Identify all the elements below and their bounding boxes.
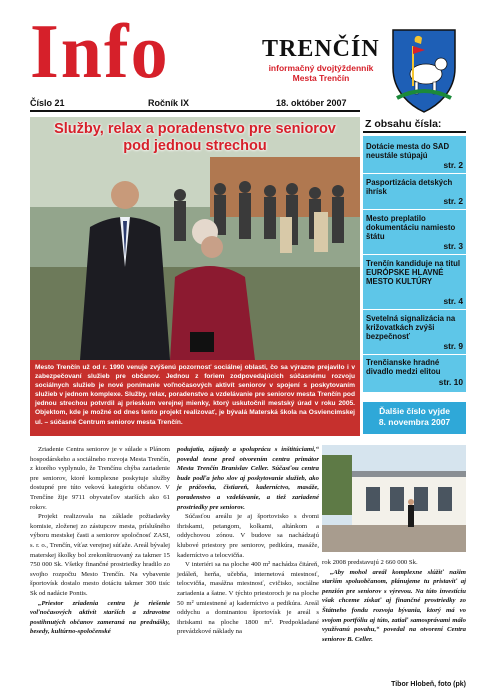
article-quote: „Priestor zriadenia centra je riešenie voľnočasových aktivít starších a zdravotne postihnutých občanov zameraná na prednášky, besedy, kultúrno-spoločenské (30, 599, 170, 636)
hero-title-line-2: pod jednou strechou (123, 138, 267, 154)
contents-divider (363, 309, 466, 310)
issue-volume: Ročník IX (148, 98, 190, 108)
contents-item-page: str. 3 (443, 241, 463, 251)
hero-title-line-1: Služby, relax a poradenstvo pre seniorov (54, 121, 336, 137)
article-paragraph: rok 2008 predstavujú 2 660 000 Sk. (322, 559, 418, 566)
building-illustration (322, 445, 466, 552)
contents-sidebar (363, 118, 466, 392)
article-paragraph: Súčasťou areálu je aj športovisko s dvomi ihriskami, petangom, kolkami, altánkom a oddychovou zónou. V budove sa nachádzajú klubové priestory pre seniorov, pedikúra, masáže, kaderníctvo a telocvičňa. (177, 513, 319, 559)
contents-item-title[interactable]: Trenčín kandiduje na titul EURÓPSKE HLAVNÉ MESTO KULTÚRY (366, 259, 461, 287)
contents-item-page: str. 9 (443, 341, 463, 351)
article-paragraph: Zriadenie Centra seniorov je v súlade s Plánom hospodárskeho a sociálneho rozvoja Mesta Trenčín, z ktorého vyplynulo, že Trenčínu chýba zariadenie pre seniorov, ktoré komplexne poskytuje služby dostupné pre túto vekovú kategóriu občanov. V Trenčíne žije 9711 obyvateľov starších ako 61 rokov. (30, 446, 170, 511)
article-quote: „Aby mohol areál komplexne slúžiť našim starším spoluobčanom, plánujeme tu pristaviť aj penzión pre seniorov s výrevou. Na túto investíciu však chceme získať aj finančné prostriedky zo Štátneho fondu rozvoja bývania, ktorý má vo svojom portfóliu aj túto, zatiaľ samosprávami málo využívanú povahu,“ povedal na otvorení Centra seniorov B. Celler. (322, 568, 466, 643)
hero-photo (30, 117, 360, 360)
contents-item-title[interactable]: Trenčianske hradné divadlo medzi elitou (366, 358, 441, 377)
contents-divider (363, 173, 466, 174)
masthead-rule (30, 110, 360, 112)
article-column-3 (322, 558, 466, 644)
contents-item-page: str. 2 (443, 196, 463, 206)
contents-item-page: str. 4 (443, 296, 463, 306)
contents-item-title[interactable]: Mesto preplatilo dokumentáciu namiesto štátu (366, 214, 456, 242)
issue-line (30, 98, 358, 110)
issue-number: Číslo 21 (30, 98, 65, 108)
next-issue-line-1: Ďalšie číslo vyjde (379, 406, 450, 416)
hero-caption: Mesto Trenčín už od r. 1990 venuje zvýšenú pozornosť sociálnej oblasti, čo sa výrazne prejavilo i v zabezpečovaní služieb pre občanov. Jednou z foriem zodpovedajúcich súčasnému rozvoju sociálnych služieb je nové ponímanie voľnočasových aktivít seniorov v spojení s poskytovaním služieb v jednom komplexe. Služby, relax, poradenstvo a vzdelávanie pre seniorov mesta Trenčín pod jednou strechou potvrdil aj prieskum verejnej mienky, ktorý uskutočnil mestský úrad v roku 2005. Objektom, kde je možné od dnes tento projekt realizovať, je bývalá Materská škola na Osviencimskej ul. – súčasné Centrum seniorov mesta Trenčín. (30, 360, 360, 436)
logo-info: Info (30, 8, 170, 96)
next-issue-line-2: 8. novembra 2007 (378, 417, 451, 427)
contents-item-title[interactable]: Dotácie mesta do SAD neustále stúpajú (366, 142, 450, 161)
city-name: TRENČÍN (262, 36, 380, 62)
tagline-line-2: Mesta Trenčín (292, 73, 350, 83)
next-issue-box (363, 402, 466, 434)
tagline-line-1: informačný dvojtýždenník (268, 63, 374, 73)
contents-item-page: str. 2 (443, 160, 463, 170)
article-credit: Tibor Hlobeň, foto (pk) (391, 681, 466, 688)
contents-divider (363, 254, 466, 255)
contents-box (363, 136, 466, 392)
contents-item-page: str. 10 (438, 377, 463, 387)
article-paragraph: Projekt realizovala na základe požiadavky komisie, zloženej zo zástupcov mesta, príslušného výboru mestskej časti a seniorov spoločnosť ZASI, s. r. o., Trenčín, víťaz verejnej súťaže. Areál bývalej materskej školky bol zrekonštruovaný za takmer 15 750 000 Sk. Všetky finančné prostriedky hradilo zo svojho rozpočtu Mesto Trenčín. Na vybavenie športovísk dostalo mesto dotáciu takmer 300 tisíc Sk od nadácie Pontis. (30, 513, 170, 597)
article-quote: podujatia, zájazdy a spoluprácu s inštitúciami,“ povedal tesne pred otvorením centra primátor Mesta Trenčín Branislav Celler. Súčasťou centra bude podľa jeho slov aj poskytovanie služieb, ako je práčovňa, čistiareň, kaderníctvo, masáže, poradenstvo a vzdelávanie, a tiež zariadené prostriedky pre seniorov. (177, 446, 319, 511)
masthead (0, 0, 495, 96)
contents-item-title[interactable]: Svetelná signalizácia na križovatkách zvýši bezpečnosť (366, 314, 456, 342)
tagline (262, 63, 380, 83)
issue-date: 18. október 2007 (276, 98, 347, 108)
article-paragraph: V interiéri sa na ploche 400 m² nachádza čitáreň, jedáleň, herňa, učebňa, internetová miestnosť, telocvičňa, masážna miestnosť, cvičisko, sociálne zariadenia a šatne. V týchto priestoroch je na ploche 50 m² umiestnené aj kaderníctvo a pedikúra. Areál oddychu a dominantou športovísk je areál s ihriskami na ploche 1800 m². Predpokladané prevádzkové náklady na (177, 561, 319, 636)
contents-heading: Z obsahu čísla: (363, 118, 466, 133)
contents-divider (363, 209, 466, 210)
center-building-photo (322, 445, 466, 552)
article-column-1 (30, 445, 170, 695)
contents-divider (363, 354, 466, 355)
contents-item-title[interactable]: Pasportizácia detských ihrísk (366, 178, 453, 197)
article-column-2 (177, 445, 319, 695)
hero-title (30, 121, 360, 155)
coat-of-arms-icon (385, 24, 463, 114)
